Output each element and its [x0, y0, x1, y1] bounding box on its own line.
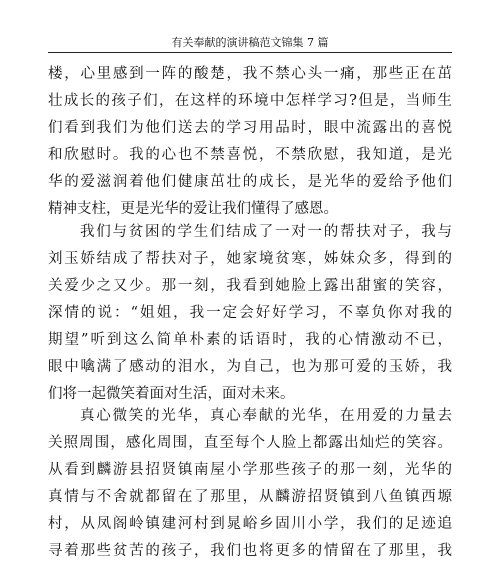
body-line: 眼中噙满了感动的泪水，为自己，也为那可爱的玉娇，我: [48, 359, 452, 375]
body-line: 楼，心里感到一阵的酸楚，我不禁心头一痛，那些正在茁: [48, 66, 452, 82]
body-line: 们将一起微笑着面对生活，面对未来。: [48, 386, 295, 402]
body-line: 期望”听到这么简单朴素的话语时，我的心情激动不已，: [48, 332, 452, 348]
body-line: 真情与不舍就都留在了那里，从麟游招贤镇到八鱼镇西塬: [48, 489, 452, 505]
body-line: 刘玉娇结成了帮扶对子，她家境贫寒，姊妹众多，得到的: [48, 251, 452, 267]
body-line: 村，从凤阁岭镇建河村到晁峪乡固川小学，我们的足迹追: [48, 516, 452, 532]
body-line: 寻着那些贫苦的孩子，我们也将更多的情留在了那里，我: [48, 543, 452, 559]
header-divider: [48, 52, 452, 53]
body-line: 华的爱滋润着他们健康茁壮的成长，是光华的爱给予他们: [48, 174, 452, 190]
paragraph-first-line: 我们与贫困的学生们结成了一对一的帮扶对子，我与: [80, 224, 452, 240]
body-line: 壮成长的孩子们，在这样的环境中怎样学习?但是，当师生: [48, 93, 452, 109]
paragraph-first-line: 真心微笑的光华，真心奉献的光华，在用爱的力量去: [80, 408, 452, 424]
body-line: 关爱少之又少。那一刻，我看到她脸上露出甜蜜的笑容，: [48, 278, 452, 294]
page-header-title: 有关奉献的演讲稿范文锦集 7 篇: [171, 36, 329, 49]
body-line: 和欣慰时。我的心也不禁喜悦，不禁欣慰，我知道，是光: [48, 147, 452, 163]
body-line: 们看到我们为他们送去的学习用品时，眼中流露出的喜悦: [48, 120, 452, 136]
body-line: 关照周围，感化周围，直至每个人脸上都露出灿烂的笑容。: [48, 435, 452, 451]
body-line: 从看到麟游县招贤镇南屋小学那些孩子的那一刻，光华的: [48, 462, 452, 478]
body-line: 深情的说：“姐姐，我一定会好好学习，不辜负你对我的: [48, 305, 452, 321]
body-line: 精神支柱，更是光华的爱让我们懂得了感恩。: [48, 201, 338, 217]
